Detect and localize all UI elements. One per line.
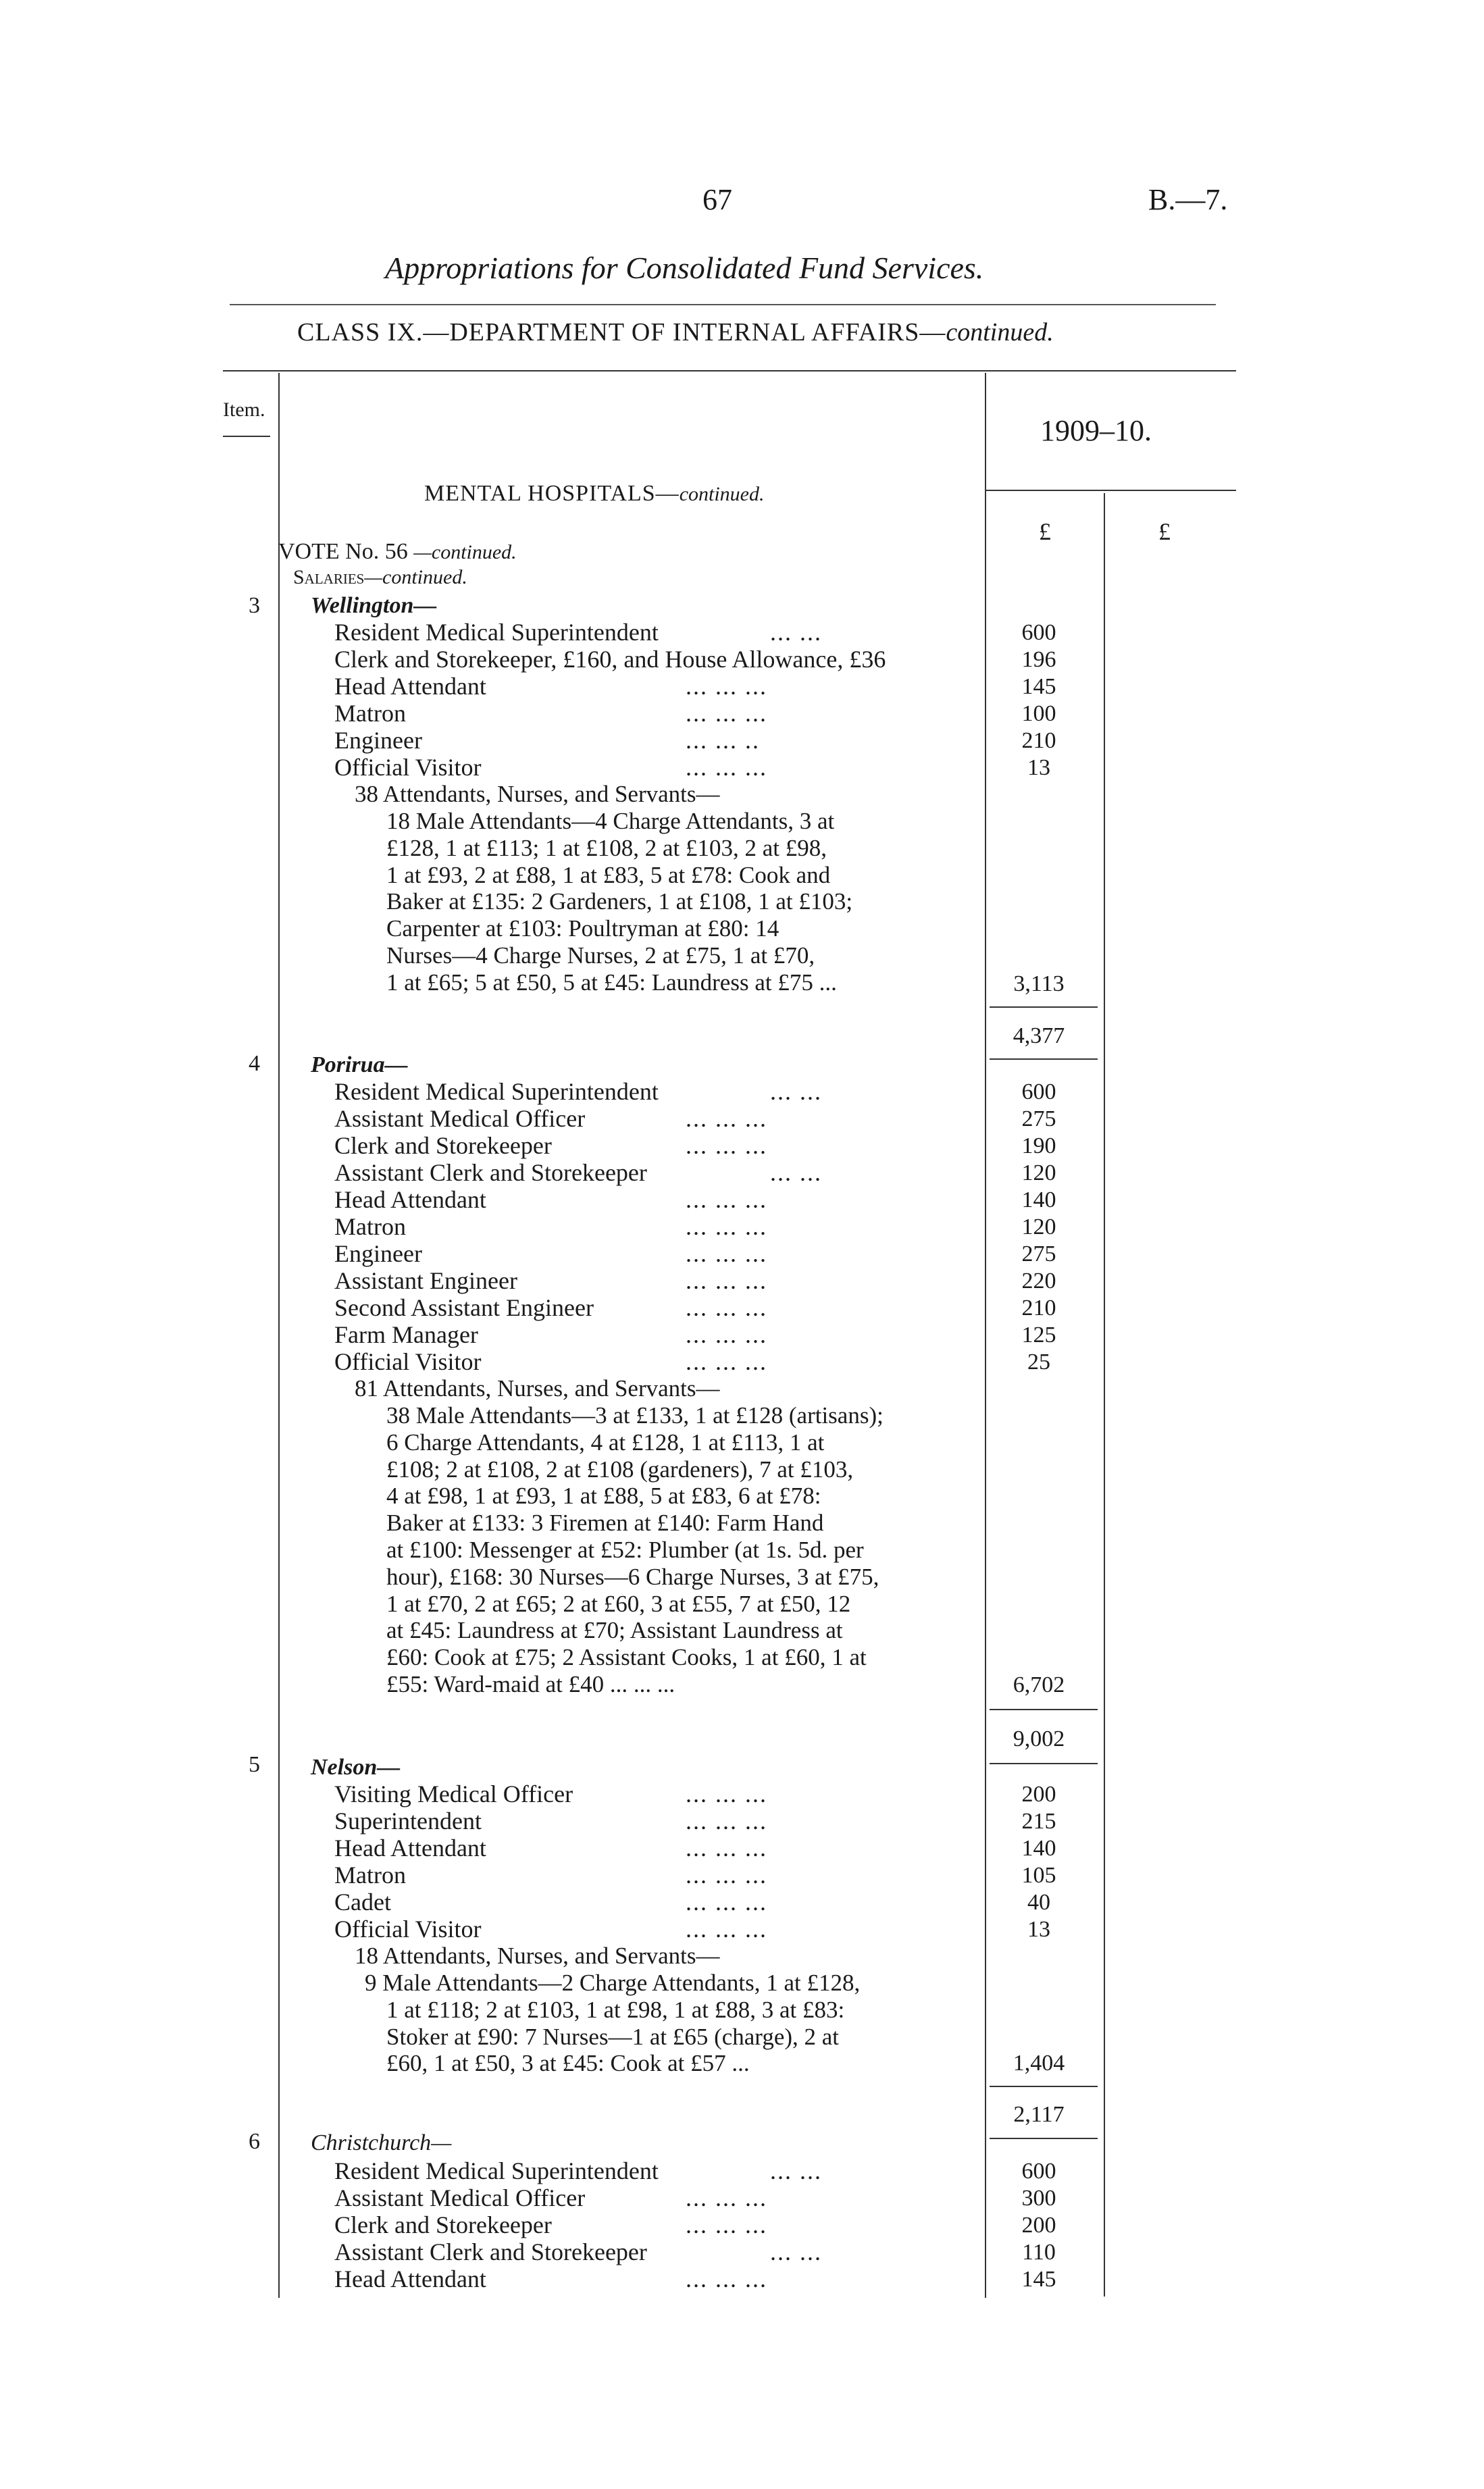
salary-amount: 300	[1021, 2186, 1056, 2211]
staff-amount: 6,702	[1013, 1672, 1065, 1697]
hospital-name: Wellington—	[311, 593, 437, 618]
staff-detail: 18 Male Attendants—4 Charge Attendants, 3 at £128, 1 at £113; 1 at £108, 2 at £103, 2 at £98, 1 at £93, 2 at £88, 1 at £83, 5 at £78: Cook and Baker at £135: 2 Gardeners, 1 at £108, 1 at £103; Carpenter at £103: Poultryman at £80: 14 Nurses—4 Charge Nurses, 2 at £75, 1 at £70, 1 at £65; 5 at £50, 5 at £45: Laundress at £75 ...	[386, 808, 853, 996]
salary-amount: 140	[1021, 1187, 1056, 1212]
salary-amount: 210	[1021, 1295, 1056, 1320]
salary-amount: 120	[1021, 1160, 1056, 1185]
hospital-name: Nelson—	[311, 1755, 401, 1780]
salary-amount: 105	[1021, 1863, 1056, 1888]
hospital-total: 2,117	[1013, 2102, 1065, 2127]
salary-amount: 100	[1021, 701, 1056, 726]
salary-amount: 200	[1021, 2213, 1056, 2238]
salary-row: Matron ... ... ...	[334, 700, 767, 727]
salary-row: Official Visitor ... ... ...	[334, 1916, 767, 1943]
salary-row: Head Attendant ... ... ...	[334, 2265, 767, 2292]
pound-sign-column-2: £	[1158, 518, 1171, 545]
total-rule	[990, 1763, 1098, 1764]
staff-heading: 18 Attendants, Nurses, and Servants—	[355, 1943, 720, 1969]
salary-amount: 275	[1021, 1241, 1056, 1266]
salary-row: Official Visitor ... ... ...	[334, 754, 767, 781]
salary-row: Assistant Clerk and Storekeeper ... ...	[334, 1159, 822, 1186]
salary-row: Engineer ... ... ...	[334, 1240, 767, 1267]
salary-row: Head Attendant ... ... ...	[334, 1186, 767, 1213]
section-title: MENTAL HOSPITALS—continued.	[424, 481, 765, 506]
staff-detail: 9 Male Attendants—2 Charge Attendants, 1 at £128, 1 at £118; 2 at £103, 1 at £98, 1 at £88, 3 at £83: Stoker at £90: 7 Nurses—1 at £65 (charge), 2 at £60, 1 at £50, 3 at £45: Cook at £57 ...	[365, 1970, 861, 2077]
salary-amount: 210	[1021, 728, 1056, 753]
salary-amount: 600	[1021, 620, 1056, 645]
salary-row: Matron ... ... ...	[334, 1213, 767, 1240]
salary-amount: 25	[1027, 1350, 1050, 1375]
salary-amount: 275	[1021, 1106, 1056, 1131]
salary-row: Head Attendant ... ... ...	[334, 1834, 767, 1862]
salary-amount: 110	[1022, 2240, 1056, 2265]
salary-amount: 600	[1021, 2159, 1056, 2184]
salary-row: Official Visitor ... ... ...	[334, 1348, 767, 1375]
staff-detail: 38 Male Attendants—3 at £133, 1 at £128 (artisans); 6 Charge Attendants, 4 at £128, 1 at £113, 1 at £108; 2 at £108, 2 at £108 (gardeners), 7 at £103, 4 at £98, 1 at £93, 1 at £88, 5 at £83, 6 at £78: Baker at £133: 3 Firemen at £140: Farm Hand at £100: Messenger at £52: Plumber (at 1s. 5d. per hour), £168: 30 Nurses—6 Charge Nurses, 3 at £75, 1 at £70, 2 at £65; 2 at £60, 3 at £55, 7 at £50, 12 at £45: Laundress at £70; Assistant Laundress at £60: Cook at £75; 2 Assistant Cooks, 1 at £60, 1 at £55: Ward-maid at £40 ... ... ...	[386, 1402, 884, 1697]
salary-row: Assistant Medical Officer ... ... ...	[334, 2184, 767, 2211]
salary-amount: 215	[1021, 1809, 1056, 1834]
subtotal-rule	[990, 1709, 1098, 1710]
salary-row: Cadet ... ... ...	[334, 1889, 767, 1916]
table-top-rule	[223, 370, 1236, 371]
page-title: Appropriations for Consolidated Fund Services.	[385, 251, 984, 285]
document-reference: B.—7.	[1148, 183, 1228, 216]
item-underline	[223, 436, 270, 437]
salary-amount: 125	[1021, 1323, 1056, 1348]
hospital-total: 9,002	[1013, 1726, 1065, 1751]
salary-row: Engineer ... ... ..	[334, 727, 760, 754]
item-number: 6	[249, 2129, 260, 2154]
salary-amount: 196	[1021, 647, 1056, 672]
staff-amount: 3,113	[1013, 971, 1065, 996]
item-number: 4	[249, 1051, 260, 1076]
year-heading: 1909–10.	[1040, 414, 1152, 447]
item-number: 3	[249, 593, 260, 618]
staff-heading: 81 Attendants, Nurses, and Servants—	[355, 1375, 720, 1402]
total-column-rule	[1104, 493, 1105, 2296]
salary-row: Assistant Clerk and Storekeeper ... ...	[334, 2238, 822, 2265]
total-rule	[990, 1058, 1098, 1060]
salary-row: Clerk and Storekeeper ... ... ...	[334, 1132, 767, 1159]
salaries-heading: Salaries—continued.	[293, 566, 467, 588]
salary-row: Resident Medical Superintendent ... ...	[334, 2157, 822, 2184]
year-underline	[985, 490, 1236, 491]
salary-row: Superintendent ... ... ...	[334, 1807, 767, 1834]
hospital-total: 4,377	[1013, 1023, 1065, 1048]
salary-amount: 600	[1021, 1079, 1056, 1104]
salary-row: Clerk and Storekeeper, £160, and House Allowance, £36	[334, 646, 886, 673]
hospital-name: Porirua—	[311, 1052, 408, 1077]
item-column-label: Item.	[223, 399, 265, 421]
salary-amount: 190	[1021, 1133, 1056, 1158]
salary-amount: 120	[1021, 1214, 1056, 1239]
page-number: 67	[702, 183, 732, 216]
salary-row: Assistant Medical Officer ... ... ...	[334, 1105, 767, 1132]
item-column-rule	[278, 373, 280, 2298]
item-number: 5	[249, 1752, 260, 1777]
salary-amount: 145	[1021, 2267, 1056, 2292]
amount-column-rule	[985, 373, 986, 2298]
staff-amount: 1,404	[1013, 2051, 1065, 2076]
salary-amount: 220	[1021, 1268, 1056, 1293]
hospital-name: Christchurch—	[311, 2130, 452, 2155]
salary-row: Visiting Medical Officer ... ... ...	[334, 1780, 767, 1807]
salary-amount: 13	[1027, 755, 1050, 780]
salary-row: Resident Medical Superintendent ... ...	[334, 619, 822, 646]
salary-row: Clerk and Storekeeper ... ... ...	[334, 2211, 767, 2238]
staff-heading: 38 Attendants, Nurses, and Servants—	[355, 781, 720, 807]
salary-row: Matron ... ... ...	[334, 1862, 767, 1889]
salary-row: Resident Medical Superintendent ... ...	[334, 1078, 822, 1105]
class-title: CLASS IX.—DEPARTMENT OF INTERNAL AFFAIRS—continued.	[297, 318, 1054, 347]
pound-sign-column-1: £	[1039, 518, 1051, 545]
salary-row: Head Attendant ... ... ...	[334, 673, 767, 700]
salary-row: Farm Manager ... ... ...	[334, 1321, 767, 1348]
salary-amount: 13	[1027, 1917, 1050, 1942]
vote-heading: VOTE No. 56 —continued.	[278, 539, 517, 564]
salary-amount: 200	[1021, 1782, 1056, 1807]
salary-row: Assistant Engineer ... ... ...	[334, 1267, 767, 1294]
salary-amount: 145	[1021, 674, 1056, 699]
total-rule	[990, 2138, 1098, 2139]
title-divider	[230, 304, 1216, 305]
salary-row: Second Assistant Engineer ... ... ...	[334, 1294, 767, 1321]
salary-amount: 40	[1027, 1890, 1050, 1915]
subtotal-rule	[990, 2086, 1098, 2087]
salary-amount: 140	[1021, 1836, 1056, 1861]
subtotal-rule	[990, 1006, 1098, 1008]
